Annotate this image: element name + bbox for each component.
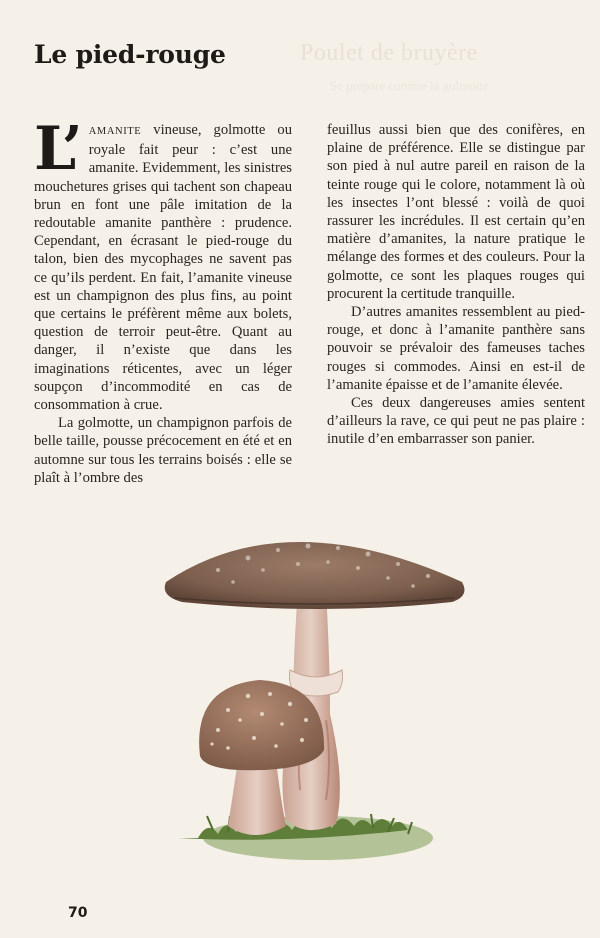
text-column-right: [327, 121, 585, 449]
mushroom-illustration: [158, 520, 468, 900]
show-through-title: Poulet de bruyère: [300, 40, 478, 66]
paragraph: Ces deux dangereuses amies sentent d’ailleurs la rave, ce qui peut ne pas plaire : inutile d’en embarrasser son panier.: [327, 395, 585, 448]
show-through-subtitle: Se prépare comme la golmotte: [330, 78, 489, 93]
paragraph-intro: [34, 114, 292, 414]
page-title: Le pied-rouge: [34, 40, 226, 69]
tall-mushroom: [165, 542, 465, 830]
text-column-left: [34, 114, 292, 487]
page-number: 70: [68, 905, 88, 921]
paragraph-text: vineuse, golmotte ou royale fait peur : c’est une amanite. Evidemment, les sinistres mouchetures grises qui tachent son chapeau brun en font une pâle imitation de la redoutable amanite panthère : prudence. Cependant, en écrasant le pied-rouge du talon, bien des mycophages ne savent pas ce qu’ils perdent. En fait, l’amanite vineuse est un champignon des plus fins, au point que certains le préfèrent même aux bolets, question de terroir peut-être. Quant au danger, il n’existe que dans les imaginations réticentes, avec un léger soupçon d’incommodité en cas de consommation à crue.: [34, 122, 292, 414]
paragraph: La golmotte, un champignon parfois de belle taille, pousse précocement en été et en automne sur tous les terrains boisés : elle se plaît à l’ombre des: [34, 415, 292, 486]
paragraph-continued: feuillus aussi bien que des conifères, en plaine de préférence. Elle se distingue par son pied à nul autre pareil en raison de la teinte rouge qui le colore, notamment là où les insectes l’ont blessé : voilà de quoi rassurer les incrédules. Il est certain qu’en matière d’amanites, la nature pratique le mélange des formes et des couleurs. Pour la golmotte, ce sont les plaques rouges qui procurent la certitude tranquille.: [327, 122, 585, 302]
smallcaps-lead: AMANITE: [88, 126, 142, 137]
drop-cap: L’: [34, 114, 83, 184]
paragraph: D’autres amanites ressemblent au pied-rouge, et donc à l’amanite panthère sans pouvoir se prévaloir des fameuses taches rouges si commodes. Ainsi en est-il de l’amanite épaisse et de l’amanite élevée.: [327, 304, 585, 393]
